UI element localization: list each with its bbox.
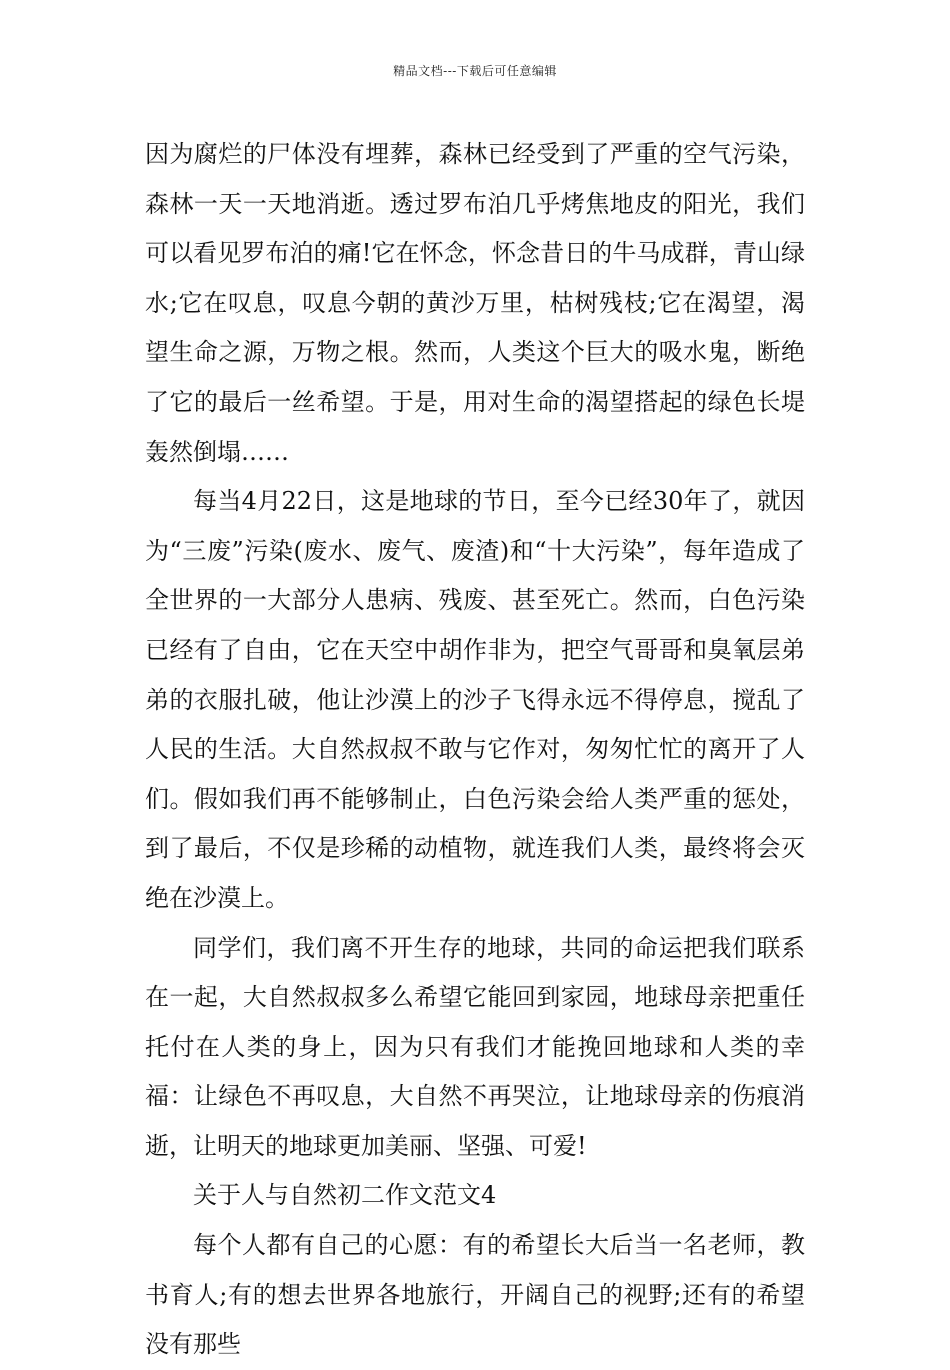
paragraph-wishes: 每个人都有自己的心愿：有的希望长大后当一名老师，教书育人;有的想去世界各地旅行，开阔自己的视野;还有的希望没有那些: [145, 1231, 805, 1359]
paragraph-earth-day: 每当4月22日，这是地球的节日，至今已经30年了，就因为“三废”污染(废水、废气、废渣)和“十大污染”，每年造成了全世界的一大部分人患病、残废、甚至死亡。然而，白色污染已经有了自由，它在天空中胡作非为，把空气哥哥和臭氧层弟弟的衣服扎破，他让沙漠上的沙子飞得永远不得停息，搅乱了人民的生活。大自然叔叔不敢与它作对，匆匆忙忙的离开了人们。假如我们再不能够制止，白色污染会给人类严重的惩处，到了最后，不仅是珍稀的动植物，就连我们人类，最终将会灭绝在沙漠上。: [145, 487, 805, 912]
document-body: [145, 130, 805, 1370]
paragraph-continuation: 因为腐烂的尸体没有埋葬，森林已经受到了严重的空气污染，森林一天一天地消逝。透过罗布泊几乎烤焦地皮的阳光，我们可以看见罗布泊的痛!它在怀念，怀念昔日的牛马成群，青山绿水;它在叹息，叹息今朝的黄沙万里，枯树残枝;它在渴望，渴望生命之源，万物之根。然而，人类这个巨大的吸水鬼，断绝了它的最后一丝希望。于是，用对生命的渴望搭起的绿色长堤轰然倒塌……: [145, 140, 805, 466]
paragraph-classmates: 同学们，我们离不开生存的地球，共同的命运把我们联系在一起，大自然叔叔多么希望它能回到家园，地球母亲把重任托付在人类的身上，因为只有我们才能挽回地球和人类的幸福：让绿色不再叹息，大自然不再哭泣，让地球母亲的伤痕消逝，让明天的地球更加美丽、坚强、可爱!: [145, 933, 805, 1160]
page-header: 精品文档---下载后可任意编辑: [393, 64, 557, 78]
section-heading: 关于人与自然初二作文范文4: [193, 1181, 497, 1210]
